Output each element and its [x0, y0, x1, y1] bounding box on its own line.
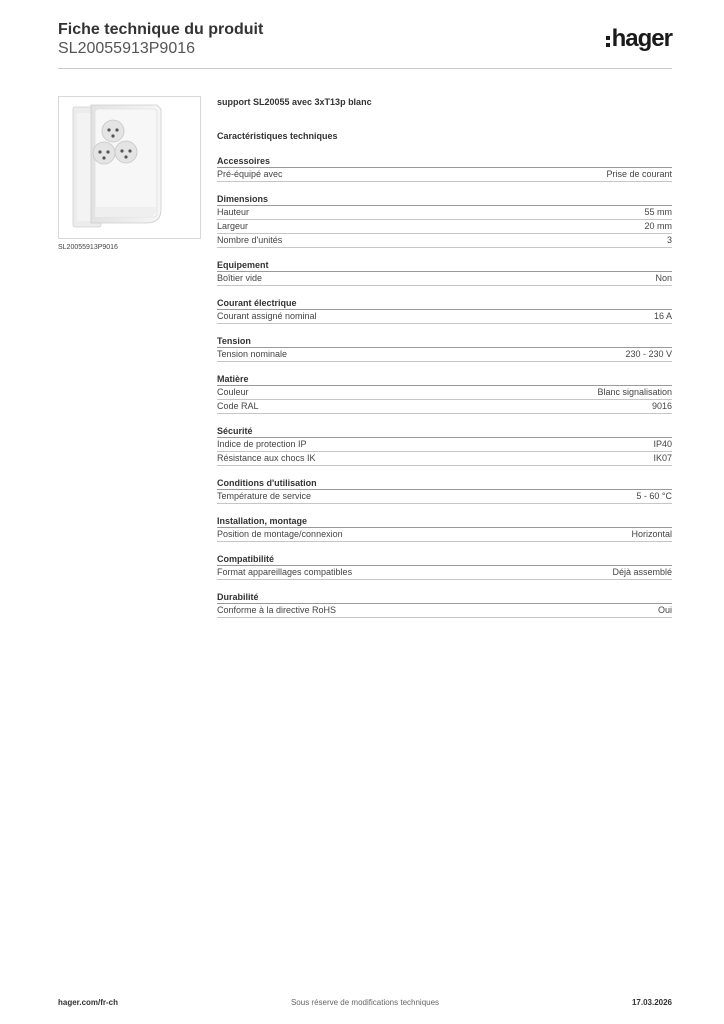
logo-colon-icon [606, 36, 610, 47]
spec-value: 5 - 60 °C [636, 491, 672, 501]
spec-value: Horizontal [631, 529, 672, 539]
spec-group-tension [217, 335, 672, 362]
spec-group-conditions [217, 477, 672, 504]
spec-row [217, 310, 672, 324]
spec-heading: Caractéristiques techniques [217, 131, 338, 141]
spec-group-equipement [217, 259, 672, 286]
spec-row [217, 168, 672, 182]
footer-date: 17.03.2026 [631, 998, 672, 1007]
spec-group-title: Dimensions [217, 193, 672, 206]
spec-value: 230 - 230 V [625, 349, 672, 359]
spec-label: Largeur [217, 221, 249, 231]
spec-group-title: Installation, montage [217, 515, 672, 528]
spec-row [217, 272, 672, 286]
footer-website-link[interactable]: hager.com/fr-ch [58, 998, 119, 1007]
page-header [58, 20, 672, 68]
spec-value: Déjà assemblé [612, 567, 672, 577]
spec-value: IK07 [653, 453, 672, 463]
technical-specifications [217, 96, 672, 618]
spec-group-title: Tension [217, 335, 672, 348]
spec-label: Tension nominale [217, 349, 288, 359]
spec-group-title: Matière [217, 373, 672, 386]
spec-label: Position de montage/connexion [217, 529, 343, 539]
spec-label: Conforme à la directive RoHS [217, 605, 337, 615]
spec-group-installation [217, 515, 672, 542]
spec-value: Oui [657, 605, 672, 615]
spec-group-title: Sécurité [217, 425, 672, 438]
spec-row [217, 220, 672, 234]
product-reference: SL20055913P9016 [58, 40, 196, 57]
spec-group-securite [217, 425, 672, 466]
spec-group-compatibilite [217, 553, 672, 580]
spec-value: Prise de courant [606, 169, 672, 179]
socket-outlet-illustration [59, 97, 200, 238]
spec-label: Boîtier vide [217, 273, 263, 283]
spec-group-courant [217, 297, 672, 324]
spec-row [217, 386, 672, 400]
product-image [58, 96, 201, 239]
spec-row [217, 566, 672, 580]
spec-group-title: Equipement [217, 259, 672, 272]
spec-row [217, 490, 672, 504]
footer-notice: Sous réserve de modifications techniques [290, 998, 440, 1007]
spec-label: Température de service [217, 491, 312, 501]
spec-value: 9016 [651, 401, 672, 411]
image-caption: SL20055913P9016 [58, 244, 118, 251]
spec-row [217, 348, 672, 362]
page-title: Fiche technique du produit [58, 21, 264, 38]
spec-value: 3 [666, 235, 672, 245]
spec-value: 16 A [653, 311, 672, 321]
page-footer [58, 996, 672, 1010]
spec-row [217, 234, 672, 248]
spec-label: Résistance aux chocs IK [217, 453, 316, 463]
logo-text: hager [611, 25, 672, 52]
spec-label: Nombre d'unités [217, 235, 283, 245]
spec-value: 20 mm [644, 221, 672, 231]
spec-group-title: Durabilité [217, 591, 672, 604]
spec-group-accessoires [217, 155, 672, 182]
spec-row [217, 438, 672, 452]
spec-value: Non [655, 273, 672, 283]
spec-group-durabilite [217, 591, 672, 618]
spec-label: Couleur [217, 387, 249, 397]
spec-label: Format appareillages compatibles [217, 567, 353, 577]
hager-logo [606, 26, 672, 52]
spec-label: Pré-équipé avec [217, 169, 283, 179]
spec-label: Courant assigné nominal [217, 311, 317, 321]
spec-row [217, 528, 672, 542]
spec-value: Blanc signalisation [597, 387, 672, 397]
spec-label: Hauteur [217, 207, 250, 217]
spec-group-dimensions [217, 193, 672, 248]
spec-label: Code RAL [217, 401, 259, 411]
spec-group-matiere [217, 373, 672, 414]
spec-group-title: Conditions d'utilisation [217, 477, 672, 490]
spec-value: 55 mm [644, 207, 672, 217]
spec-group-title: Courant électrique [217, 297, 672, 310]
spec-value: IP40 [653, 439, 672, 449]
spec-group-title: Accessoires [217, 155, 672, 168]
spec-row [217, 400, 672, 414]
spec-label: Indice de protection IP [217, 439, 307, 449]
spec-group-title: Compatibilité [217, 553, 672, 566]
spec-row [217, 604, 672, 618]
spec-row [217, 452, 672, 466]
product-name: support SL20055 avec 3xT13p blanc [217, 97, 372, 107]
spec-row [217, 206, 672, 220]
header-divider [58, 68, 672, 69]
